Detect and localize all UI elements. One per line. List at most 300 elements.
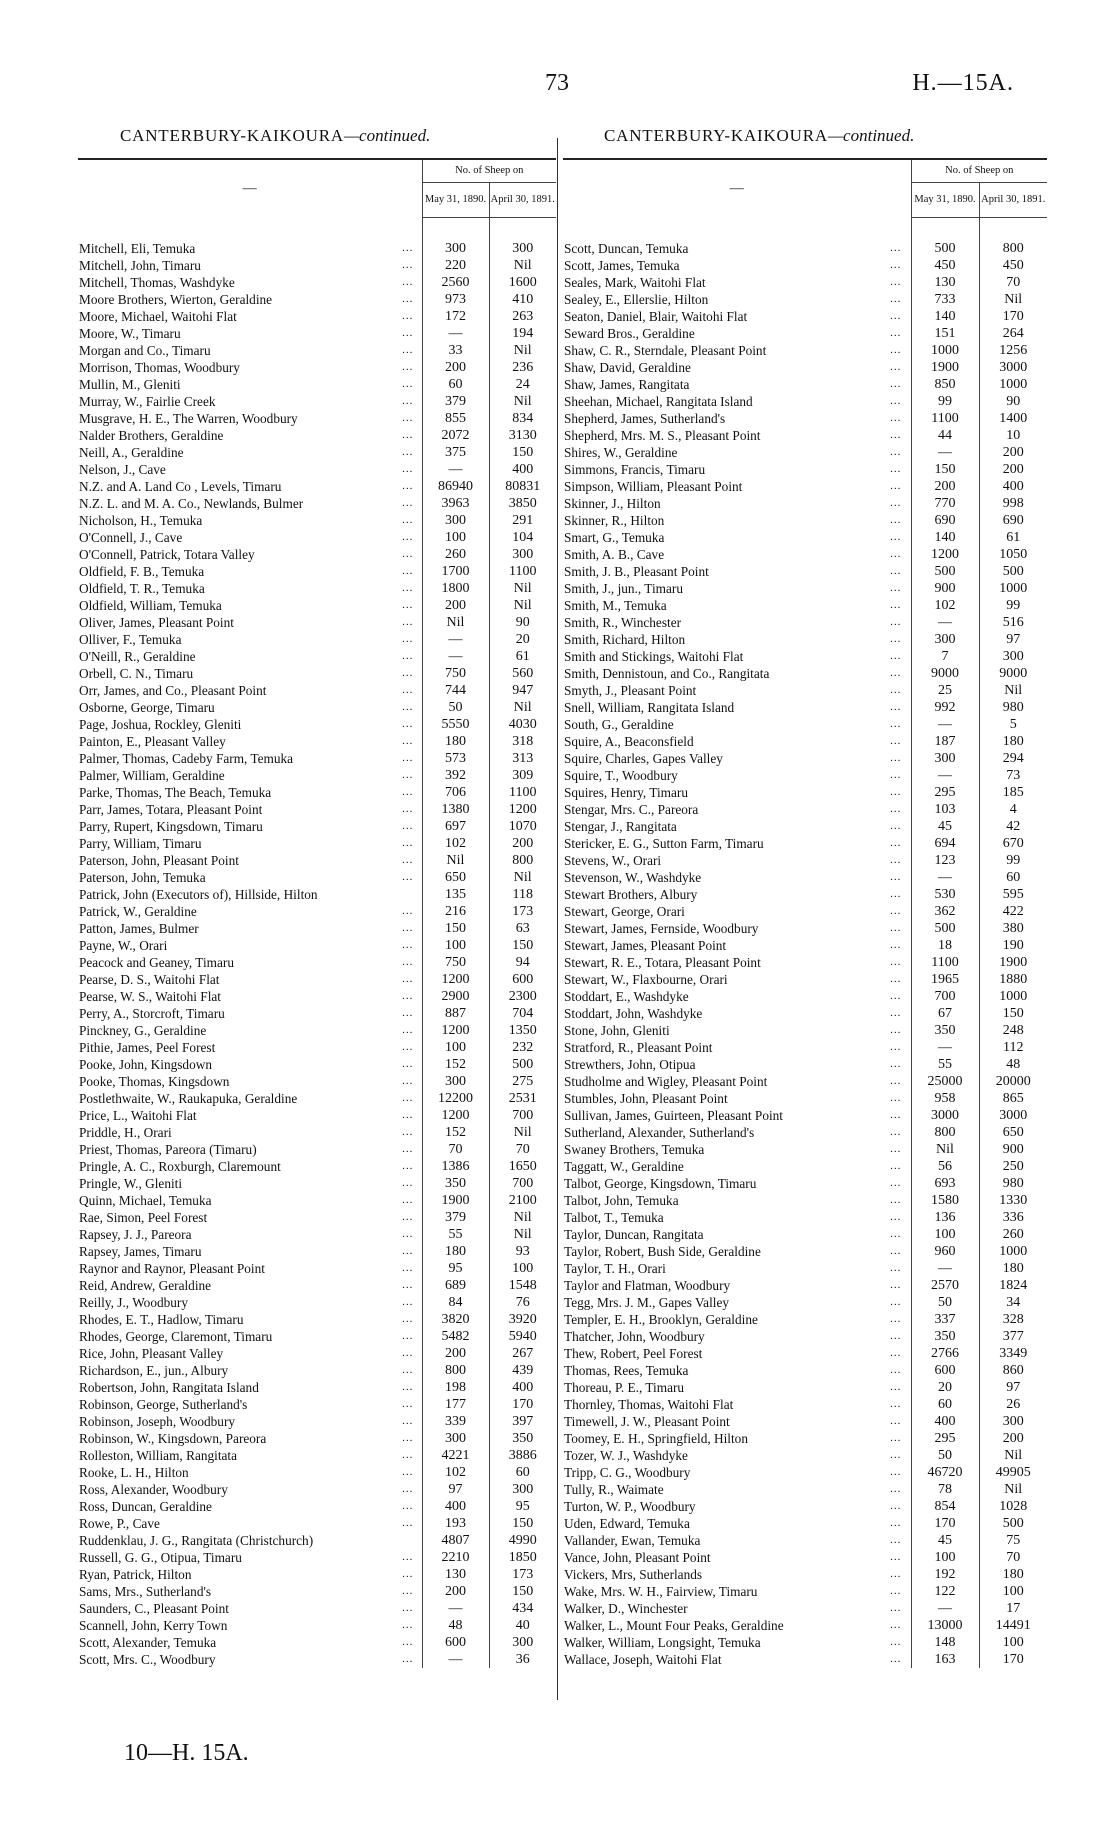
owner-name: Rapsey, J. J., Pareora: [79, 1227, 192, 1242]
sheep-1891: 1824: [979, 1277, 1047, 1294]
leader-dots: ...: [890, 633, 902, 645]
sheep-1891: 516: [979, 614, 1047, 631]
table-row: [78, 393, 556, 410]
leader-dots: ...: [890, 514, 902, 526]
leader-dots: ...: [402, 1653, 414, 1665]
sheep-1891: 170: [979, 1651, 1047, 1668]
table-row: [78, 1498, 556, 1515]
leader-dots: ...: [402, 276, 414, 288]
leader-dots: ...: [402, 650, 414, 662]
table-row: [78, 1345, 556, 1362]
leader-dots: ...: [890, 650, 902, 662]
owner-name: Scott, Alexander, Temuka: [79, 1635, 217, 1650]
sheep-1890: 362: [911, 903, 979, 920]
sheep-1891: 1350: [489, 1022, 556, 1039]
owner-name: Rae, Simon, Peel Forest: [79, 1210, 208, 1225]
owner-name: Mullin, M., Gleniti: [79, 377, 181, 392]
table-row: [563, 614, 1047, 631]
owner-name: Peacock and Geaney, Timaru: [79, 955, 234, 970]
table-row: [78, 1022, 556, 1039]
table-row: [563, 699, 1047, 716]
sheep-1891: 439: [489, 1362, 556, 1379]
sheep-1890: 1386: [422, 1158, 489, 1175]
sheep-1890: 300: [422, 1430, 489, 1447]
sheep-1891: 70: [489, 1141, 556, 1158]
table-row: [563, 716, 1047, 733]
leader-dots: ...: [402, 1483, 414, 1495]
leader-dots: ...: [890, 497, 902, 509]
owner-name: Taylor, Duncan, Rangitata: [564, 1227, 704, 1242]
table-row: [563, 1260, 1047, 1277]
table-row: [563, 784, 1047, 801]
table-row: [563, 1311, 1047, 1328]
table-row: [563, 478, 1047, 495]
table-row: [78, 512, 556, 529]
table-row: [563, 903, 1047, 920]
table-row: [78, 886, 556, 903]
sheep-1891: 150: [489, 937, 556, 954]
sheep-1890: 99: [911, 393, 979, 410]
leader-dots: ...: [402, 769, 414, 781]
sheep-1891: 700: [489, 1175, 556, 1192]
owner-name: Morrison, Thomas, Woodbury: [79, 360, 240, 375]
sheep-1891: 36: [489, 1651, 556, 1668]
page-number: 73: [545, 70, 569, 96]
table-row: [563, 1090, 1047, 1107]
sheep-1891: 1100: [489, 563, 556, 580]
sheep-1891: 248: [979, 1022, 1047, 1039]
table-row: [563, 580, 1047, 597]
leader-dots: ...: [402, 1296, 414, 1308]
leader-dots: ...: [402, 497, 414, 509]
sheep-1891: 410: [489, 291, 556, 308]
sheep-1891: 434: [489, 1600, 556, 1617]
leader-dots: ...: [890, 1500, 902, 1512]
sheep-1890: 140: [911, 308, 979, 325]
sheep-1891: 150: [489, 1583, 556, 1600]
sheep-1890: 689: [422, 1277, 489, 1294]
table-row: [563, 410, 1047, 427]
table-row: [563, 1396, 1047, 1413]
sheep-1890: 152: [422, 1124, 489, 1141]
table-row: [78, 818, 556, 835]
sheep-1890: 140: [911, 529, 979, 546]
leader-dots: ...: [890, 327, 902, 339]
owner-name: Smith, J., jun., Timaru: [564, 581, 683, 596]
sheep-1890: 800: [422, 1362, 489, 1379]
table-row: [78, 478, 556, 495]
leader-dots: ...: [402, 837, 414, 849]
sheep-1890: 700: [911, 988, 979, 1005]
owner-name: Skinner, J., Hilton: [564, 496, 661, 511]
owner-name: Oldfield, F. B., Temuka: [79, 564, 205, 579]
owner-name: Stengar, Mrs. C., Pareora: [564, 802, 699, 817]
leader-dots: ...: [890, 1313, 902, 1325]
owner-name: Patrick, John (Executors of), Hillside, Hilton: [79, 887, 318, 902]
leader-dots: ...: [402, 565, 414, 577]
sheep-1891: 61: [979, 529, 1047, 546]
sheep-1891: 500: [979, 563, 1047, 580]
sheep-1891: 48: [979, 1056, 1047, 1073]
leader-dots: ...: [890, 1466, 902, 1478]
leader-dots: ...: [402, 633, 414, 645]
sheep-1891: 1256: [979, 342, 1047, 359]
owner-name: Wallace, Joseph, Waitohi Flat: [564, 1652, 722, 1667]
sheep-1890: 198: [422, 1379, 489, 1396]
sheep-1890: 750: [422, 954, 489, 971]
owner-name: Stewart, George, Orari: [564, 904, 685, 919]
owner-name: Smith, Dennistoun, and Co., Rangitata: [564, 666, 770, 681]
sheep-1890: 60: [911, 1396, 979, 1413]
owner-name: Oldfield, William, Temuka: [79, 598, 222, 613]
table-row: [563, 835, 1047, 852]
leader-dots: ...: [402, 1007, 414, 1019]
sheep-1891: 1400: [979, 410, 1047, 427]
table-row: [78, 495, 556, 512]
sheep-1891: 236: [489, 359, 556, 376]
leader-dots: ...: [890, 1551, 902, 1563]
table-row: [563, 1634, 1047, 1651]
sheep-1891: 150: [489, 1515, 556, 1532]
leader-dots: ...: [402, 1432, 414, 1444]
owner-name: Ryan, Patrick, Hilton: [79, 1567, 192, 1582]
owner-name: Thew, Robert, Peel Forest: [564, 1346, 703, 1361]
table-row: [78, 376, 556, 393]
sheep-1890: 900: [911, 580, 979, 597]
leader-dots: ...: [890, 1075, 902, 1087]
sheep-1891: 300: [489, 1481, 556, 1498]
table-row: [563, 1192, 1047, 1209]
owner-name: Orbell, C. N., Timaru: [79, 666, 194, 681]
leader-dots: ...: [402, 905, 414, 917]
sheep-1891: 60: [979, 869, 1047, 886]
leader-dots: ...: [402, 446, 414, 458]
leader-dots: ...: [402, 735, 414, 747]
owner-name: Stewart, James, Fernside, Woodbury: [564, 921, 759, 936]
sheep-1890: 1200: [422, 1107, 489, 1124]
sheep-1890: 706: [422, 784, 489, 801]
leader-dots: ...: [402, 1109, 414, 1121]
sheep-1891: 200: [979, 461, 1047, 478]
sheep-1891: Nil: [489, 342, 556, 359]
owner-name: Murray, W., Fairlie Creek: [79, 394, 216, 409]
leader-dots: ...: [890, 1636, 902, 1648]
owner-name: Patton, James, Bulmer: [79, 921, 199, 936]
table-row: [78, 1311, 556, 1328]
sheep-1891: 20: [489, 631, 556, 648]
table-row: [563, 665, 1047, 682]
table-row: [563, 1039, 1047, 1056]
table-row: [78, 1260, 556, 1277]
owner-name: Uden, Edward, Temuka: [564, 1516, 690, 1531]
owner-name: Smith, Richard, Hilton: [564, 632, 686, 647]
sheep-1890: 1580: [911, 1192, 979, 1209]
right-header-1890: May 31, 1890.: [911, 183, 979, 218]
leader-dots: ...: [890, 1364, 902, 1376]
owner-name: Oldfield, T. R., Temuka: [79, 581, 205, 596]
sheep-1891: 377: [979, 1328, 1047, 1345]
table-row: [78, 359, 556, 376]
table-row: [563, 1413, 1047, 1430]
owner-name: Moore Brothers, Wierton, Geraldine: [79, 292, 273, 307]
sheep-1890: 1700: [422, 563, 489, 580]
sheep-1890: 216: [422, 903, 489, 920]
owner-name: Swaney Brothers, Temuka: [564, 1142, 705, 1157]
right-title-main: CANTERBURY-KAIKOURA: [604, 126, 828, 145]
leader-dots: ...: [890, 1381, 902, 1393]
table-row: [563, 546, 1047, 563]
column-divider: [557, 138, 558, 1700]
table-row: [78, 903, 556, 920]
owner-name: Pooke, Thomas, Kingsdown: [79, 1074, 230, 1089]
leader-dots: ...: [402, 1041, 414, 1053]
sheep-1891: 5: [979, 716, 1047, 733]
sheep-1891: 170: [979, 308, 1047, 325]
sheep-1890: 86940: [422, 478, 489, 495]
sheep-1891: 595: [979, 886, 1047, 903]
leader-dots: ...: [890, 565, 902, 577]
leader-dots: ...: [890, 276, 902, 288]
sheep-1891: 104: [489, 529, 556, 546]
sheep-1891: 250: [979, 1158, 1047, 1175]
owner-name: Seward Bros., Geraldine: [564, 326, 695, 341]
sheep-1891: 63: [489, 920, 556, 937]
table-row: [78, 1039, 556, 1056]
sheep-1890: 177: [422, 1396, 489, 1413]
table-row: [563, 529, 1047, 546]
owner-name: Thomas, Rees, Temuka: [564, 1363, 689, 1378]
leader-dots: ...: [402, 310, 414, 322]
leader-dots: ...: [890, 973, 902, 985]
sheep-1890: 5482: [422, 1328, 489, 1345]
sheep-1890: 855: [422, 410, 489, 427]
sheep-1891: 180: [979, 1260, 1047, 1277]
owner-name: Priddle, H., Orari: [79, 1125, 172, 1140]
sheep-1890: 150: [422, 920, 489, 937]
table-row: [563, 1515, 1047, 1532]
leader-dots: ...: [890, 1194, 902, 1206]
sheep-1890: 102: [422, 835, 489, 852]
table-row: [78, 1107, 556, 1124]
sheep-1891: 998: [979, 495, 1047, 512]
leader-dots: ...: [402, 1449, 414, 1461]
owner-name: Rhodes, E. T., Hadlow, Timaru: [79, 1312, 244, 1327]
sheep-1891: 17: [979, 1600, 1047, 1617]
sheep-1891: 300: [489, 218, 556, 258]
sheep-1891: 40: [489, 1617, 556, 1634]
sheep-1891: 9000: [979, 665, 1047, 682]
table-row: [78, 1243, 556, 1260]
sheep-1891: 860: [979, 1362, 1047, 1379]
table-row: [78, 614, 556, 631]
sheep-1890: —: [911, 614, 979, 631]
sheep-1890: 135: [422, 886, 489, 903]
leader-dots: ...: [402, 599, 414, 611]
table-row: [563, 342, 1047, 359]
sheep-1891: 3920: [489, 1311, 556, 1328]
owner-name: Reid, Andrew, Geraldine: [79, 1278, 212, 1293]
leader-dots: ...: [890, 412, 902, 424]
leader-dots: ...: [890, 310, 902, 322]
sheep-1891: 328: [979, 1311, 1047, 1328]
owner-name: Sealey, E., Ellerslie, Hilton: [564, 292, 709, 307]
sheep-1890: 9000: [911, 665, 979, 682]
owner-name: Rice, John, Pleasant Valley: [79, 1346, 224, 1361]
sheep-1890: 163: [911, 1651, 979, 1668]
table-row: [78, 869, 556, 886]
owner-name: Pearse, W. S., Waitohi Flat: [79, 989, 221, 1004]
table-row: [78, 218, 556, 258]
owner-name: Turton, W. P., Woodbury: [564, 1499, 696, 1514]
owner-name: Shaw, David, Geraldine: [564, 360, 691, 375]
sheep-1890: 95: [422, 1260, 489, 1277]
sheep-1891: 264: [979, 325, 1047, 342]
sheep-1891: 100: [979, 1583, 1047, 1600]
sheep-1891: 1330: [979, 1192, 1047, 1209]
table-row: [563, 563, 1047, 580]
sheep-1890: 1380: [422, 801, 489, 818]
owner-name: Squires, Henry, Timaru: [564, 785, 688, 800]
sheep-1891: 194: [489, 325, 556, 342]
leader-dots: ...: [402, 514, 414, 526]
table-row: [78, 1124, 556, 1141]
sheep-1891: 1880: [979, 971, 1047, 988]
sheep-1890: 170: [911, 1515, 979, 1532]
sheep-1890: 850: [911, 376, 979, 393]
sheep-1890: 854: [911, 1498, 979, 1515]
leader-dots: ...: [890, 1330, 902, 1342]
leader-dots: ...: [402, 1568, 414, 1580]
leader-dots: ...: [402, 1585, 414, 1597]
leader-dots: ...: [890, 735, 902, 747]
sheep-1891: 200: [979, 1430, 1047, 1447]
sheep-1891: 185: [979, 784, 1047, 801]
table-row: [78, 1549, 556, 1566]
owner-name: Payne, W., Orari: [79, 938, 168, 953]
sheep-1891: 267: [489, 1345, 556, 1362]
sheep-1890: 1100: [911, 410, 979, 427]
table-row: [563, 1549, 1047, 1566]
owner-name: Rhodes, George, Claremont, Timaru: [79, 1329, 273, 1344]
sheep-1890: 44: [911, 427, 979, 444]
sheep-1890: 337: [911, 1311, 979, 1328]
leader-dots: ...: [402, 1143, 414, 1155]
leader-dots: ...: [402, 939, 414, 951]
table-row: [563, 971, 1047, 988]
owner-name: Palmer, Thomas, Cadeby Farm, Temuka: [79, 751, 294, 766]
leader-dots: ...: [402, 701, 414, 713]
owner-name: Smith, J. B., Pleasant Point: [564, 564, 709, 579]
sheep-1891: Nil: [979, 291, 1047, 308]
table-row: [78, 1617, 556, 1634]
table-row: [563, 988, 1047, 1005]
sheep-1890: 500: [911, 563, 979, 580]
sheep-1890: 180: [422, 1243, 489, 1260]
owner-name: Studholme and Wigley, Pleasant Point: [564, 1074, 768, 1089]
sheep-1891: 300: [979, 1413, 1047, 1430]
leader-dots: ...: [890, 1483, 902, 1495]
owner-name: Smart, G., Temuka: [564, 530, 665, 545]
owner-name: Parr, James, Totara, Pleasant Point: [79, 802, 263, 817]
owner-name: Smith, R., Winchester: [564, 615, 682, 630]
sheep-1891: 112: [979, 1039, 1047, 1056]
sheep-1890: 5550: [422, 716, 489, 733]
sheep-1890: —: [422, 648, 489, 665]
table-row: [78, 461, 556, 478]
leader-dots: ...: [890, 786, 902, 798]
table-row: [78, 1396, 556, 1413]
table-row: [78, 1532, 556, 1549]
leader-dots: ...: [402, 259, 414, 271]
table-row: [78, 1583, 556, 1600]
owner-name: Shaw, C. R., Sterndale, Pleasant Point: [564, 343, 767, 358]
leader-dots: ...: [402, 684, 414, 696]
owner-name: Seaton, Daniel, Blair, Waitohi Flat: [564, 309, 748, 324]
sheep-1891: 318: [489, 733, 556, 750]
sheep-1891: 3886: [489, 1447, 556, 1464]
table-row: [563, 1481, 1047, 1498]
sheep-1890: 1100: [911, 954, 979, 971]
sheep-1891: 1850: [489, 1549, 556, 1566]
sheep-1890: 500: [911, 920, 979, 937]
sheep-1890: 697: [422, 818, 489, 835]
sheep-1890: 392: [422, 767, 489, 784]
leader-dots: ...: [402, 1177, 414, 1189]
sheep-1890: 350: [422, 1175, 489, 1192]
owner-name: Perry, A., Storcroft, Timaru: [79, 1006, 225, 1021]
sheep-1891: 947: [489, 682, 556, 699]
leader-dots: ...: [890, 446, 902, 458]
owner-name: Smith, A. B., Cave: [564, 547, 665, 562]
sheep-1890: 56: [911, 1158, 979, 1175]
owner-name: Pringle, A. C., Roxburgh, Claremount: [79, 1159, 281, 1174]
leader-dots: ...: [402, 973, 414, 985]
table-row: [78, 733, 556, 750]
owner-name: Nalder Brothers, Geraldine: [79, 428, 224, 443]
leader-dots: ...: [402, 1619, 414, 1631]
sheep-1891: Nil: [979, 1447, 1047, 1464]
table-row: [78, 580, 556, 597]
table-row: [78, 750, 556, 767]
sheep-1891: 60: [489, 1464, 556, 1481]
leader-dots: ...: [402, 1551, 414, 1563]
sheep-1891: 99: [979, 852, 1047, 869]
sheep-1890: 200: [911, 478, 979, 495]
table-row: [563, 954, 1047, 971]
sheep-1890: 100: [911, 1226, 979, 1243]
sheep-1890: —: [911, 1039, 979, 1056]
table-row: [563, 886, 1047, 903]
owner-name: Shaw, James, Rangitata: [564, 377, 690, 392]
table-row: [78, 1192, 556, 1209]
table-row: [78, 410, 556, 427]
sheep-1890: 260: [422, 546, 489, 563]
sheep-1891: 1100: [489, 784, 556, 801]
owner-name: Robertson, John, Rangitata Island: [79, 1380, 259, 1395]
sheep-1891: 1600: [489, 274, 556, 291]
table-row: [78, 988, 556, 1005]
sheep-1891: 190: [979, 937, 1047, 954]
sheep-1890: 3963: [422, 495, 489, 512]
sheep-1890: 180: [422, 733, 489, 750]
owner-name: Postlethwaite, W., Raukapuka, Geraldine: [79, 1091, 298, 1106]
owner-name: Pearse, D. S., Waitohi Flat: [79, 972, 220, 987]
leader-dots: ...: [402, 990, 414, 1002]
sheep-1890: 148: [911, 1634, 979, 1651]
leader-dots: ...: [890, 1398, 902, 1410]
owner-name: Smith and Stickings, Waitohi Flat: [564, 649, 744, 664]
sheep-1890: 12200: [422, 1090, 489, 1107]
